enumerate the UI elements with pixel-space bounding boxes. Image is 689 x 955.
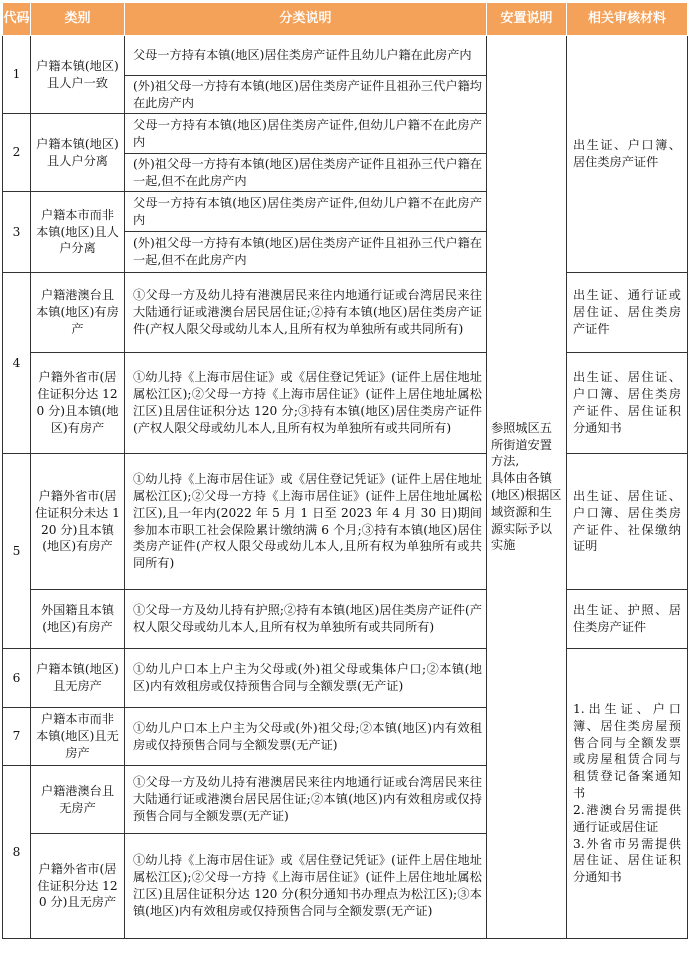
- description-cell: (外)祖父母一方持有本镇(地区)居住类房产证件且祖孙三代户籍在一起,但不在此房产内: [125, 154, 487, 192]
- header-category: 类别: [31, 3, 125, 36]
- code-cell: 1: [3, 36, 31, 114]
- description-cell: 父母一方持有本镇(地区)居住类房产证件,但幼儿户籍不在此房产内: [125, 114, 487, 154]
- description-cell: 父母一方持有本镇(地区)居住类房产证件且幼儿户籍在此房产内: [125, 36, 487, 76]
- header-code: 代码: [3, 3, 31, 36]
- code-cell: 4: [3, 273, 31, 454]
- table-row: [3, 590, 688, 649]
- category-cell: 户籍本镇(地区)且无房产: [31, 649, 125, 708]
- materials-cell: [567, 649, 688, 939]
- code-cell: 8: [3, 766, 31, 939]
- description-cell: (外)祖父母一方持有本镇(地区)居住类房产证件且祖孙三代户籍在一起,但不在此房产内: [125, 232, 487, 273]
- code-cell: 3: [3, 192, 31, 273]
- description-cell: ①幼儿户口本上户主为父母或(外)祖父母或集体户口;②本镇(地区)内有效租房或仅持预售合同与全额发票(无产证): [125, 649, 487, 708]
- table-row: [3, 649, 688, 708]
- table-row: [3, 273, 688, 353]
- description-cell: ①父母一方及幼儿持有港澳居民来往内地通行证或台湾居民来往大陆通行证或港澳台居民居住证;②持有本镇(地区)居住类房产证件(产权人限父母或幼儿本人,且所有权为单独所有或共同所有): [125, 273, 487, 353]
- description-cell: ①幼儿持《上海市居住证》或《居住登记凭证》(证件上居住地址属松江区);②父母一方持《上海市居住证》(证件上居住地址属松江区)且居住证积分达 120 分(积分通知书办理点为松江区);③本镇(地区)内有效租房或仅持预售合同与全额发票(无产证): [125, 834, 487, 939]
- category-cell: 户籍港澳台且本镇(地区)有房产: [31, 273, 125, 353]
- materials-cell: 出生证、通行证或居住证、居住类房产证件: [567, 273, 688, 353]
- materials-line: 3.外省市另需提供居住证、居住证积分通知书: [573, 836, 681, 885]
- table-row: [3, 454, 688, 590]
- materials-cell: 出生证、户口簿、居住类房产证件: [567, 36, 688, 273]
- category-cell: 户籍港澳台且无房产: [31, 766, 125, 834]
- table-row: [3, 36, 688, 76]
- category-cell: 外国籍且本镇(地区)有房产: [31, 590, 125, 649]
- header-materials: 相关审核材料: [567, 3, 688, 36]
- code-cell: 2: [3, 114, 31, 192]
- description-cell: ①父母一方及幼儿持有护照;②持有本镇(地区)居住类房产证件(产权人限父母或幼儿本人,且所有权为单独所有或共同所有): [125, 590, 487, 649]
- code-cell: 7: [3, 708, 31, 766]
- placement-line: 参照城区五所街道安置方法,: [491, 420, 552, 469]
- category-cell: 户籍本镇(地区)且人户分离: [31, 114, 125, 192]
- code-cell: 6: [3, 649, 31, 708]
- enrollment-category-table: [2, 2, 688, 939]
- category-cell: 户籍本市而非本镇(地区)且人户分离: [31, 192, 125, 273]
- table-row: [3, 353, 688, 454]
- category-cell: 户籍外省市(居住证积分达 120 分)且本镇(地区)有房产: [31, 353, 125, 454]
- category-cell: 户籍外省市(居住证积分未达 120 分)且本镇(地区)有房产: [31, 454, 125, 590]
- materials-cell: 出生证、护照、居住类房产证件: [567, 590, 688, 649]
- materials-cell: 出生证、居住证、户口簿、居住类房产证件、居住证积分通知书: [567, 353, 688, 454]
- header-description: 分类说明: [125, 3, 487, 36]
- description-cell: ①父母一方及幼儿持有港澳居民来往内地通行证或台湾居民来往大陆通行证或港澳台居民居住证;②本镇(地区)内有效租房或仅持预售合同与全额发票(无产证): [125, 766, 487, 834]
- category-cell: 户籍本镇(地区)且人户一致: [31, 36, 125, 114]
- description-cell: 父母一方持有本镇(地区)居住类房产证件,但幼儿户籍不在此房产内: [125, 192, 487, 232]
- category-cell: 户籍本市而非本镇(地区)且无房产: [31, 708, 125, 766]
- description-cell: ①幼儿持《上海市居住证》或《居住登记凭证》(证件上居住地址属松江区);②父母一方持《上海市居住证》(证件上居住地址属松江区),且一年内(2022 年 5 月 1 日至 2023 年 4 月 30 日)期间参加本市职工社会保险累计缴纳满 6 个月;③持有本镇(地区)居住类房产证件(产权人限父母或幼儿本人,且所有权为单独所有或共同所有): [125, 454, 487, 590]
- placement-cell: [487, 36, 567, 939]
- materials-cell: 出生证、居住证、户口簿、居住类房产证件、社保缴纳证明: [567, 454, 688, 590]
- description-cell: (外)祖父母一方持有本镇(地区)居住类房产证件且祖孙三代户籍均在此房产内: [125, 76, 487, 114]
- materials-line: 2.港澳台另需提供通行证或居住证: [573, 802, 681, 834]
- materials-line: 1.出生证、户口簿、居住类房屋预售合同与全额发票或房屋租赁合同与租赁登记备案通知书: [573, 701, 681, 801]
- category-cell: 户籍外省市(居住证积分达 120 分)且无房产: [31, 834, 125, 939]
- placement-line: 具体由各镇(地区)根据区域资源和生源实际予以实施: [491, 471, 562, 553]
- table-header-row: [3, 3, 688, 36]
- description-cell: ①幼儿户口本上户主为父母或(外)祖父母;②本镇(地区)内有效租房或仅持预售合同与全额发票(无产证): [125, 708, 487, 766]
- description-cell: ①幼儿持《上海市居住证》或《居住登记凭证》(证件上居住地址属松江区);②父母一方持《上海市居住证》(证件上居住地址属松江区)且居住证积分达 120 分;③持有本镇(地区)居住类房产证件(产权人限父母或幼儿本人,且所有权为单独所有或共同所有): [125, 353, 487, 454]
- header-placement: 安置说明: [487, 3, 567, 36]
- code-cell: 5: [3, 454, 31, 649]
